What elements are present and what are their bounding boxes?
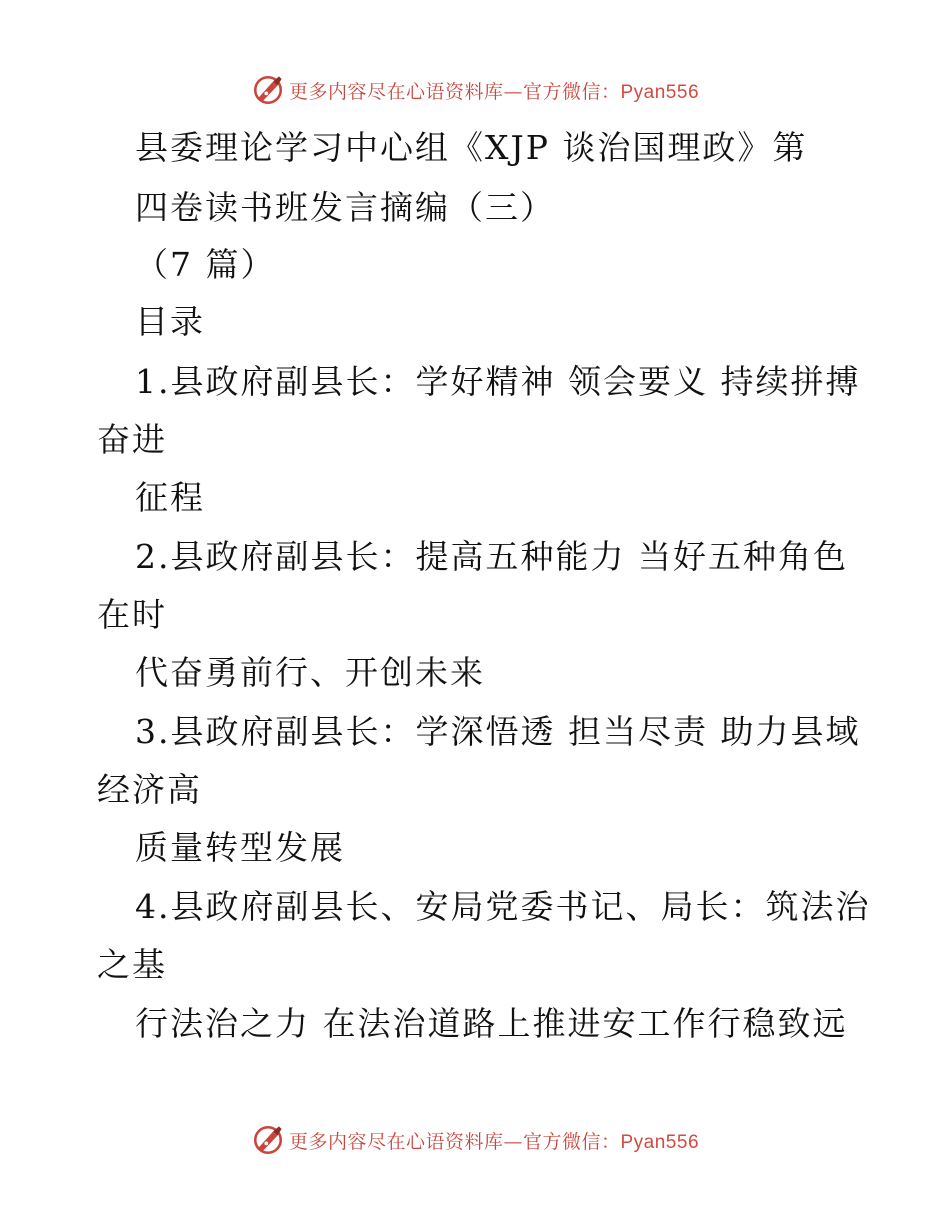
watermark-label: 官方微信： [522,1130,621,1153]
toc-entry-4-line-2: 之基 [97,945,167,984]
toc-heading: 目录 [135,302,205,341]
watermark-text [289,1127,699,1154]
toc-entry-3-line-3: 质量转型发展 [135,828,345,867]
watermark-dash: — [503,1130,523,1153]
toc-entry-4-line-1: 4.县政府副县长、安局党委书记、局长：筑法治 [135,887,871,926]
watermark-handle: Pyan556 [620,81,700,103]
watermark-prefix: 更多内容尽在心语资料库 [288,1130,504,1153]
pen-nib-logo-icon [251,73,285,107]
toc-entry-1-line-3: 征程 [135,478,205,517]
watermark-dash: — [503,80,523,103]
pen-nib-logo-icon [251,1123,285,1157]
watermark-text [289,77,699,104]
toc-entry-3-line-2: 经济高 [97,770,202,809]
footer-watermark-banner [0,1120,950,1160]
toc-entry-1-line-2: 奋进 [97,420,167,459]
watermark-prefix: 更多内容尽在心语资料库 [288,80,504,103]
title-line-1: 县委理论学习中心组《XJP 谈治国理政》第 [135,128,808,167]
toc-entry-3-line-1: 3.县政府副县长：学深悟透 担当尽责 助力县域 [135,712,861,751]
toc-entry-4-line-3: 行法治之力 在法治道路上推进安工作行稳致远 [135,1004,848,1043]
header-watermark-banner [0,70,950,110]
toc-entry-2-line-2: 在时 [97,595,167,634]
watermark-handle: Pyan556 [620,1131,700,1153]
title-line-2: 四卷读书班发言摘编（三） [135,188,555,227]
toc-entry-2-line-1: 2.县政府副县长：提高五种能力 当好五种角色 [135,537,848,576]
toc-entry-2-line-3: 代奋勇前行、开创未来 [135,653,485,692]
watermark-label: 官方微信： [522,80,621,103]
toc-entry-1-line-1: 1.县政府副县长：学好精神 领会要义 持续拼搏 [135,362,861,401]
article-count: （7 篇） [135,245,276,284]
